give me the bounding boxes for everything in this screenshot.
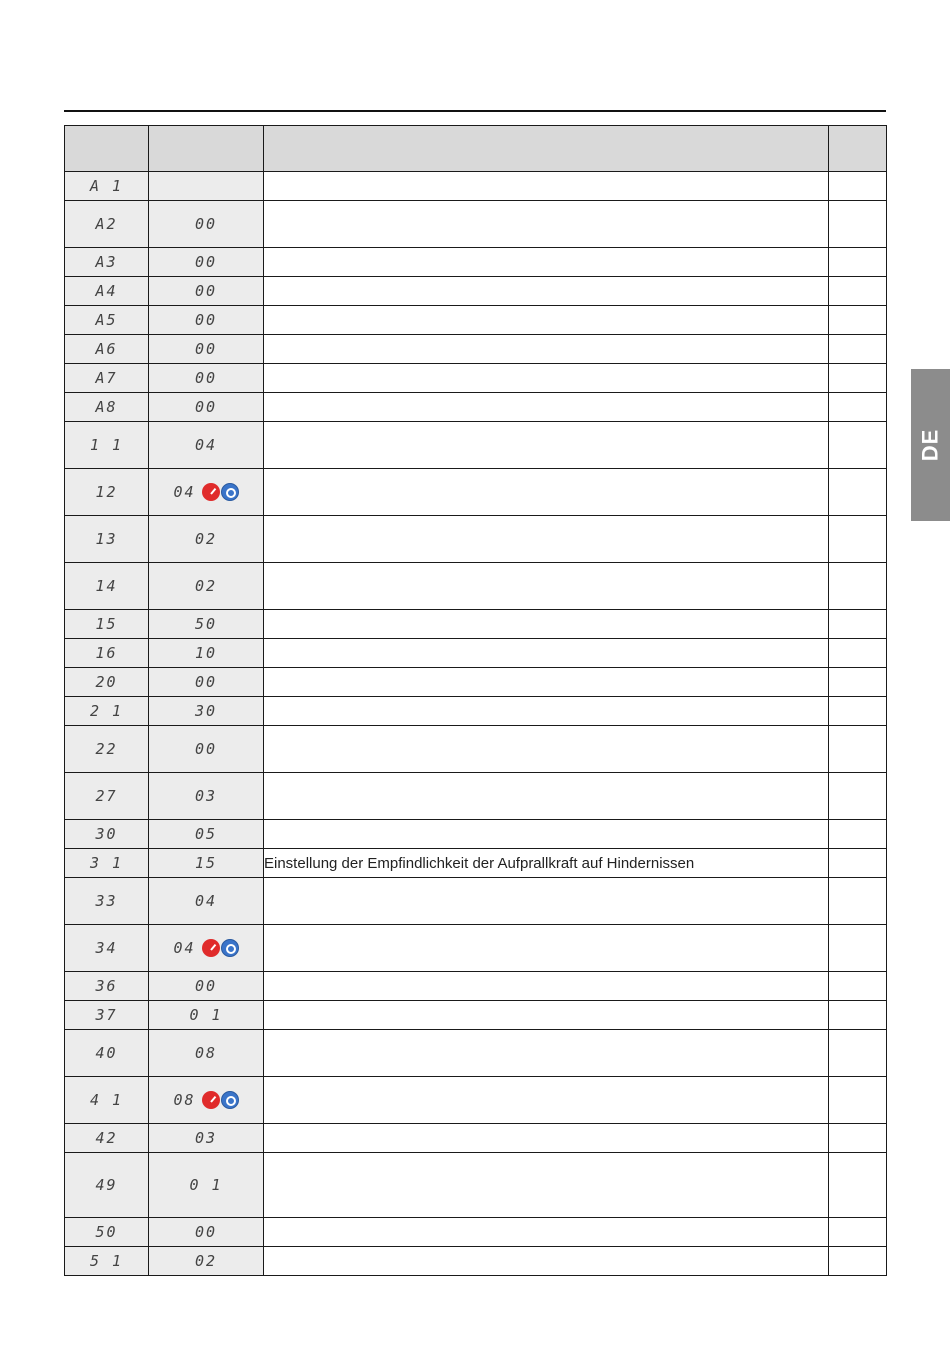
default-value: 50 bbox=[194, 614, 218, 633]
description-cell bbox=[264, 726, 829, 773]
default-value-cell bbox=[149, 393, 264, 422]
default-value-wrap bbox=[195, 530, 217, 548]
parameter-code-cell bbox=[65, 925, 149, 972]
extra-cell bbox=[829, 639, 887, 668]
default-value-cell bbox=[149, 1247, 264, 1276]
default-value: 00 bbox=[194, 368, 218, 387]
description-cell bbox=[264, 925, 829, 972]
extra-cell bbox=[829, 1153, 887, 1218]
default-value-cell bbox=[149, 972, 264, 1001]
default-value-cell bbox=[149, 422, 264, 469]
parameter-code: 16 bbox=[95, 643, 118, 662]
parameter-code: 2 1 bbox=[89, 701, 124, 720]
parameter-code-cell bbox=[65, 563, 149, 610]
default-value-cell bbox=[149, 820, 264, 849]
table-row bbox=[65, 516, 887, 563]
table-row bbox=[65, 469, 887, 516]
parameter-code: 5 1 bbox=[89, 1251, 124, 1270]
default-value-cell bbox=[149, 563, 264, 610]
extra-cell bbox=[829, 393, 887, 422]
default-value-wrap bbox=[195, 825, 217, 843]
default-value: 04 bbox=[194, 891, 218, 910]
header-code bbox=[65, 126, 149, 172]
parameter-code: A5 bbox=[95, 310, 118, 329]
parameter-code-cell bbox=[65, 849, 149, 878]
default-value-wrap bbox=[195, 577, 217, 595]
settings-icon bbox=[221, 1091, 239, 1109]
extra-cell bbox=[829, 516, 887, 563]
parameter-code: 4 1 bbox=[89, 1090, 124, 1109]
language-tab-label: DE bbox=[917, 428, 943, 462]
mode-icons bbox=[202, 483, 239, 501]
description-cell bbox=[264, 878, 829, 925]
default-value-wrap bbox=[189, 1006, 222, 1024]
default-value-wrap bbox=[173, 1091, 238, 1109]
table-row bbox=[65, 639, 887, 668]
table-row bbox=[65, 773, 887, 820]
parameter-code-cell bbox=[65, 1247, 149, 1276]
extra-cell bbox=[829, 469, 887, 516]
default-value-cell bbox=[149, 1124, 264, 1153]
parameter-code: 42 bbox=[95, 1128, 118, 1147]
default-value-wrap bbox=[195, 854, 217, 872]
parameter-code: 34 bbox=[95, 938, 118, 957]
description-cell bbox=[264, 1077, 829, 1124]
parameter-code-cell bbox=[65, 306, 149, 335]
parameter-code: 3 1 bbox=[89, 853, 124, 872]
parameter-code-cell bbox=[65, 1153, 149, 1218]
parameter-code: A6 bbox=[95, 339, 118, 358]
header-description bbox=[264, 126, 829, 172]
default-value-wrap bbox=[195, 340, 217, 358]
table-row bbox=[65, 878, 887, 925]
speedometer-icon bbox=[202, 483, 220, 501]
table-row bbox=[65, 393, 887, 422]
parameter-code-cell bbox=[65, 469, 149, 516]
default-value-wrap bbox=[195, 282, 217, 300]
extra-cell bbox=[829, 201, 887, 248]
default-value-cell bbox=[149, 306, 264, 335]
parameter-code-cell bbox=[65, 820, 149, 849]
default-value-wrap bbox=[195, 615, 217, 633]
extra-cell bbox=[829, 1001, 887, 1030]
parameter-code-cell bbox=[65, 1124, 149, 1153]
default-value: 0 1 bbox=[189, 1005, 223, 1024]
header-value bbox=[149, 126, 264, 172]
table-row bbox=[65, 1218, 887, 1247]
parameter-code-cell bbox=[65, 639, 149, 668]
parameter-code-cell bbox=[65, 697, 149, 726]
description-cell bbox=[264, 335, 829, 364]
description-cell bbox=[264, 1001, 829, 1030]
parameter-code: 13 bbox=[95, 529, 118, 548]
default-value-cell bbox=[149, 201, 264, 248]
parameter-code-cell bbox=[65, 668, 149, 697]
parameter-code: 14 bbox=[95, 576, 118, 595]
extra-cell bbox=[829, 1247, 887, 1276]
extra-cell bbox=[829, 697, 887, 726]
table-row bbox=[65, 925, 887, 972]
default-value: 00 bbox=[194, 252, 218, 271]
parameter-code: 36 bbox=[95, 976, 118, 995]
description-cell bbox=[264, 773, 829, 820]
table-row bbox=[65, 277, 887, 306]
default-value: 00 bbox=[194, 397, 218, 416]
mode-icons bbox=[202, 1091, 239, 1109]
description-cell bbox=[264, 563, 829, 610]
default-value-cell bbox=[149, 469, 264, 516]
parameter-code: 20 bbox=[95, 672, 118, 691]
extra-cell bbox=[829, 306, 887, 335]
default-value: 04 bbox=[194, 435, 218, 454]
default-value-wrap bbox=[195, 436, 217, 454]
default-value-cell bbox=[149, 1077, 264, 1124]
description-cell bbox=[264, 469, 829, 516]
parameter-code: A3 bbox=[95, 252, 118, 271]
description-cell bbox=[264, 1218, 829, 1247]
default-value: 15 bbox=[194, 853, 218, 872]
default-value: 04 bbox=[173, 482, 196, 501]
description-cell bbox=[264, 277, 829, 306]
table-row bbox=[65, 248, 887, 277]
default-value: 00 bbox=[194, 339, 218, 358]
default-value-wrap bbox=[195, 787, 217, 805]
default-value-wrap bbox=[195, 215, 217, 233]
table-row bbox=[65, 1001, 887, 1030]
default-value-cell bbox=[149, 849, 264, 878]
default-value-cell bbox=[149, 668, 264, 697]
default-value: 00 bbox=[194, 976, 218, 995]
parameter-code-cell bbox=[65, 422, 149, 469]
description-cell bbox=[264, 248, 829, 277]
default-value: 04 bbox=[173, 938, 196, 957]
default-value-cell bbox=[149, 172, 264, 201]
default-value-cell bbox=[149, 335, 264, 364]
table-row bbox=[65, 201, 887, 248]
table-row bbox=[65, 1077, 887, 1124]
parameter-code-cell bbox=[65, 1001, 149, 1030]
description-cell bbox=[264, 668, 829, 697]
default-value-cell bbox=[149, 726, 264, 773]
default-value-cell bbox=[149, 773, 264, 820]
default-value-cell bbox=[149, 639, 264, 668]
description-cell bbox=[264, 393, 829, 422]
description-cell bbox=[264, 1247, 829, 1276]
default-value: 10 bbox=[194, 643, 218, 662]
table-row bbox=[65, 820, 887, 849]
extra-cell bbox=[829, 364, 887, 393]
mode-icons bbox=[202, 939, 239, 957]
description-cell bbox=[264, 610, 829, 639]
table-row bbox=[65, 726, 887, 773]
header-extra bbox=[829, 126, 887, 172]
default-value: 0 1 bbox=[189, 1175, 223, 1194]
extra-cell bbox=[829, 563, 887, 610]
extra-cell bbox=[829, 610, 887, 639]
default-value-wrap bbox=[195, 1044, 217, 1062]
table-row bbox=[65, 364, 887, 393]
extra-cell bbox=[829, 422, 887, 469]
description-cell: Einstellung der Empfindlichkeit der Aufprallkraft auf Hindernissen bbox=[264, 849, 829, 878]
default-value: 05 bbox=[194, 824, 218, 843]
default-value-wrap bbox=[195, 740, 217, 758]
parameter-code-cell bbox=[65, 277, 149, 306]
parameter-code-cell bbox=[65, 972, 149, 1001]
default-value: 30 bbox=[194, 701, 218, 720]
default-value-wrap bbox=[189, 1176, 222, 1194]
extra-cell bbox=[829, 773, 887, 820]
description-cell bbox=[264, 1030, 829, 1077]
extra-cell bbox=[829, 1218, 887, 1247]
default-value: 00 bbox=[194, 1222, 218, 1241]
default-value: 03 bbox=[194, 786, 218, 805]
parameter-code: 30 bbox=[95, 824, 118, 843]
extra-cell bbox=[829, 1124, 887, 1153]
default-value-wrap bbox=[195, 702, 217, 720]
top-rule bbox=[64, 110, 886, 112]
table-row bbox=[65, 1153, 887, 1218]
parameter-code-cell bbox=[65, 393, 149, 422]
parameter-code-cell bbox=[65, 1077, 149, 1124]
table-row bbox=[65, 172, 887, 201]
default-value-cell bbox=[149, 1153, 264, 1218]
default-value-cell bbox=[149, 248, 264, 277]
description-cell bbox=[264, 422, 829, 469]
default-value: 00 bbox=[194, 672, 218, 691]
parameter-code-cell bbox=[65, 335, 149, 364]
description-cell bbox=[264, 364, 829, 393]
description-cell bbox=[264, 201, 829, 248]
parameter-code: 49 bbox=[95, 1175, 118, 1194]
extra-cell bbox=[829, 849, 887, 878]
default-value-wrap bbox=[195, 1252, 217, 1270]
parameter-code-cell bbox=[65, 1030, 149, 1077]
extra-cell bbox=[829, 1077, 887, 1124]
default-value-cell bbox=[149, 1030, 264, 1077]
parameter-code: 33 bbox=[95, 891, 118, 910]
table-row bbox=[65, 306, 887, 335]
parameter-code: 12 bbox=[95, 482, 118, 501]
default-value-wrap bbox=[195, 977, 217, 995]
extra-cell bbox=[829, 925, 887, 972]
default-value: 00 bbox=[194, 214, 218, 233]
default-value-wrap bbox=[195, 398, 217, 416]
extra-cell bbox=[829, 668, 887, 697]
parameter-code: A4 bbox=[95, 281, 118, 300]
table-row bbox=[65, 1030, 887, 1077]
parameter-code-cell bbox=[65, 610, 149, 639]
default-value-cell bbox=[149, 1218, 264, 1247]
table-row bbox=[65, 422, 887, 469]
parameter-code: 50 bbox=[95, 1222, 118, 1241]
extra-cell bbox=[829, 1030, 887, 1077]
parameter-code-cell bbox=[65, 773, 149, 820]
extra-cell bbox=[829, 277, 887, 306]
parameter-code: 27 bbox=[95, 786, 118, 805]
table-row bbox=[65, 972, 887, 1001]
extra-cell bbox=[829, 878, 887, 925]
default-value: 02 bbox=[194, 529, 218, 548]
parameter-code-cell bbox=[65, 878, 149, 925]
parameter-code-cell bbox=[65, 516, 149, 563]
parameter-code-cell bbox=[65, 364, 149, 393]
default-value: 02 bbox=[194, 576, 218, 595]
extra-cell bbox=[829, 726, 887, 773]
language-tab[interactable] bbox=[911, 369, 950, 521]
table-row bbox=[65, 849, 887, 878]
default-value-cell bbox=[149, 697, 264, 726]
default-value-cell bbox=[149, 277, 264, 306]
parameter-code: 1 1 bbox=[89, 435, 124, 454]
speedometer-icon bbox=[202, 939, 220, 957]
table-row bbox=[65, 1124, 887, 1153]
table-row bbox=[65, 668, 887, 697]
table-row bbox=[65, 563, 887, 610]
speedometer-icon bbox=[202, 1091, 220, 1109]
default-value: 02 bbox=[194, 1251, 218, 1270]
description-cell bbox=[264, 516, 829, 563]
default-value-wrap bbox=[195, 673, 217, 691]
parameter-code: 15 bbox=[95, 614, 118, 633]
table-header-row bbox=[65, 126, 887, 172]
table-row bbox=[65, 335, 887, 364]
default-value: 00 bbox=[194, 739, 218, 758]
description-cell bbox=[264, 1124, 829, 1153]
description-cell bbox=[264, 306, 829, 335]
extra-cell bbox=[829, 335, 887, 364]
table-row bbox=[65, 610, 887, 639]
parameter-code: 37 bbox=[95, 1005, 118, 1024]
default-value-wrap bbox=[173, 939, 238, 957]
default-value-cell bbox=[149, 925, 264, 972]
parameter-code-cell bbox=[65, 726, 149, 773]
default-value-wrap bbox=[195, 892, 217, 910]
parameter-code-cell bbox=[65, 248, 149, 277]
default-value: 08 bbox=[194, 1043, 218, 1062]
extra-cell bbox=[829, 820, 887, 849]
extra-cell bbox=[829, 248, 887, 277]
parameter-code: A7 bbox=[95, 368, 118, 387]
default-value-wrap bbox=[195, 253, 217, 271]
parameter-code-cell bbox=[65, 201, 149, 248]
default-value-wrap bbox=[195, 369, 217, 387]
description-cell bbox=[264, 820, 829, 849]
description-cell bbox=[264, 1153, 829, 1218]
default-value-wrap bbox=[195, 1223, 217, 1241]
extra-cell bbox=[829, 172, 887, 201]
description-cell bbox=[264, 639, 829, 668]
description-cell bbox=[264, 697, 829, 726]
default-value: 03 bbox=[194, 1128, 218, 1147]
default-value-wrap bbox=[195, 1129, 217, 1147]
settings-icon bbox=[221, 483, 239, 501]
settings-icon bbox=[221, 939, 239, 957]
default-value: 08 bbox=[173, 1090, 196, 1109]
parameter-code: A8 bbox=[95, 397, 118, 416]
parameter-table bbox=[64, 125, 887, 1276]
default-value: 00 bbox=[194, 281, 218, 300]
default-value-wrap bbox=[173, 483, 238, 501]
table-row bbox=[65, 1247, 887, 1276]
parameter-code: 22 bbox=[95, 739, 118, 758]
extra-cell bbox=[829, 972, 887, 1001]
parameter-code: A 1 bbox=[89, 176, 124, 195]
parameter-code: A2 bbox=[95, 214, 118, 233]
parameter-code-cell bbox=[65, 1218, 149, 1247]
parameter-code-cell bbox=[65, 172, 149, 201]
default-value-cell bbox=[149, 364, 264, 393]
default-value-cell bbox=[149, 610, 264, 639]
default-value: 00 bbox=[194, 310, 218, 329]
parameter-code: 40 bbox=[95, 1043, 118, 1062]
description-cell bbox=[264, 972, 829, 1001]
description-cell bbox=[264, 172, 829, 201]
default-value-wrap bbox=[195, 311, 217, 329]
default-value-wrap bbox=[195, 644, 217, 662]
table-row bbox=[65, 697, 887, 726]
default-value-cell bbox=[149, 878, 264, 925]
default-value-cell bbox=[149, 1001, 264, 1030]
default-value-cell bbox=[149, 516, 264, 563]
